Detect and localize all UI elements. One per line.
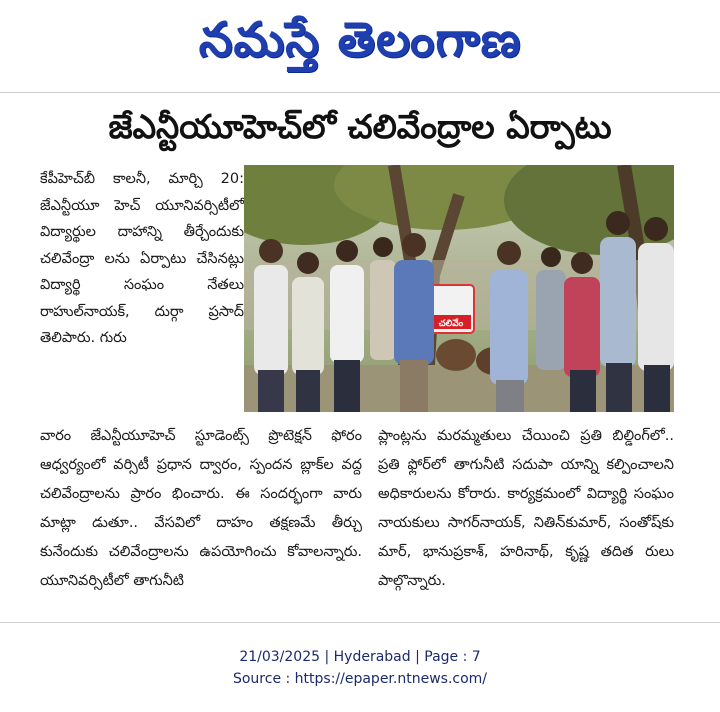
- article-paragraph: ప్లాంట్లను మరమ్మతులు చేయించి ప్రతి బిల్డింగ్‌లో.. ప్రతి ఫ్లోర్‌లో తాగునీటి సదుపా యాన్ని కల్పించాలని అధికారులను కోరారు. కార్యక్రమంలో విద్యార్థి సంఘం నాయకులు సాగర్‌నాయక్, నితిన్‌కుమార్, సంతోష్‌కు మార్, భానుప్రకాశ్, హరినాథ్, కృష్ణ తదిత రులు పాల్గొన్నారు.: [378, 428, 674, 589]
- masthead-divider: [0, 92, 720, 93]
- group-photo-image: [244, 165, 674, 412]
- footer-divider: [0, 622, 720, 623]
- footer-date-edition: 21/03/2025 | Hyderabad | Page : 7: [239, 649, 481, 665]
- article-column-left: [40, 166, 244, 352]
- article-paragraph: కేపీహెచ్‌బీ కాలనీ, మార్చి 20: జేఎన్టీయూ హెచ్ యూనివర్సిటీలో విద్యార్థుల దాహాన్ని తీర్చేందుకు చలివేంద్రా లను ఏర్పాటు చేసినట్లు విద్యార్థి సంఘం నేతలు రాహుల్‌నాయక్, దుర్గా ప్రసాద్ తెలిపారు. గురు: [40, 171, 244, 346]
- banner-text: చలివేం: [438, 319, 464, 329]
- article-column-bottom-right: [378, 422, 674, 596]
- footer-source-link[interactable]: Source : https://epaper.ntnews.com/: [232, 671, 488, 687]
- article-column-bottom-left: [40, 422, 362, 596]
- article-photo: [244, 165, 674, 412]
- newspaper-logo: నమస్తే తెలంగాణ: [198, 12, 522, 68]
- article-paragraph: వారం జేఎన్టీయూహెచ్ స్టూడెంట్స్ ప్రొటెక్షన్ ఫోరం ఆధ్వర్యంలో వర్సిటీ ప్రధాన ద్వారం, స్పందన బ్లాక్‌ల వద్ద చలివేంద్రాలను ప్రారం భించారు. ఈ సందర్భంగా వారు మాట్లా డుతూ.. వేసవిలో దాహం తక్షణమే తీర్చు కునేందుకు చలివేంద్రాలను ఉపయోగించు కోవాలన్నారు. యూనివర్సిటీలో తాగునీటి: [40, 428, 362, 589]
- article-headline: జేఎన్టీయూహెచ్‌లో చలివేంద్రాల ఏర్పాటు: [108, 106, 612, 146]
- footer: [0, 646, 720, 690]
- masthead: [0, 0, 720, 92]
